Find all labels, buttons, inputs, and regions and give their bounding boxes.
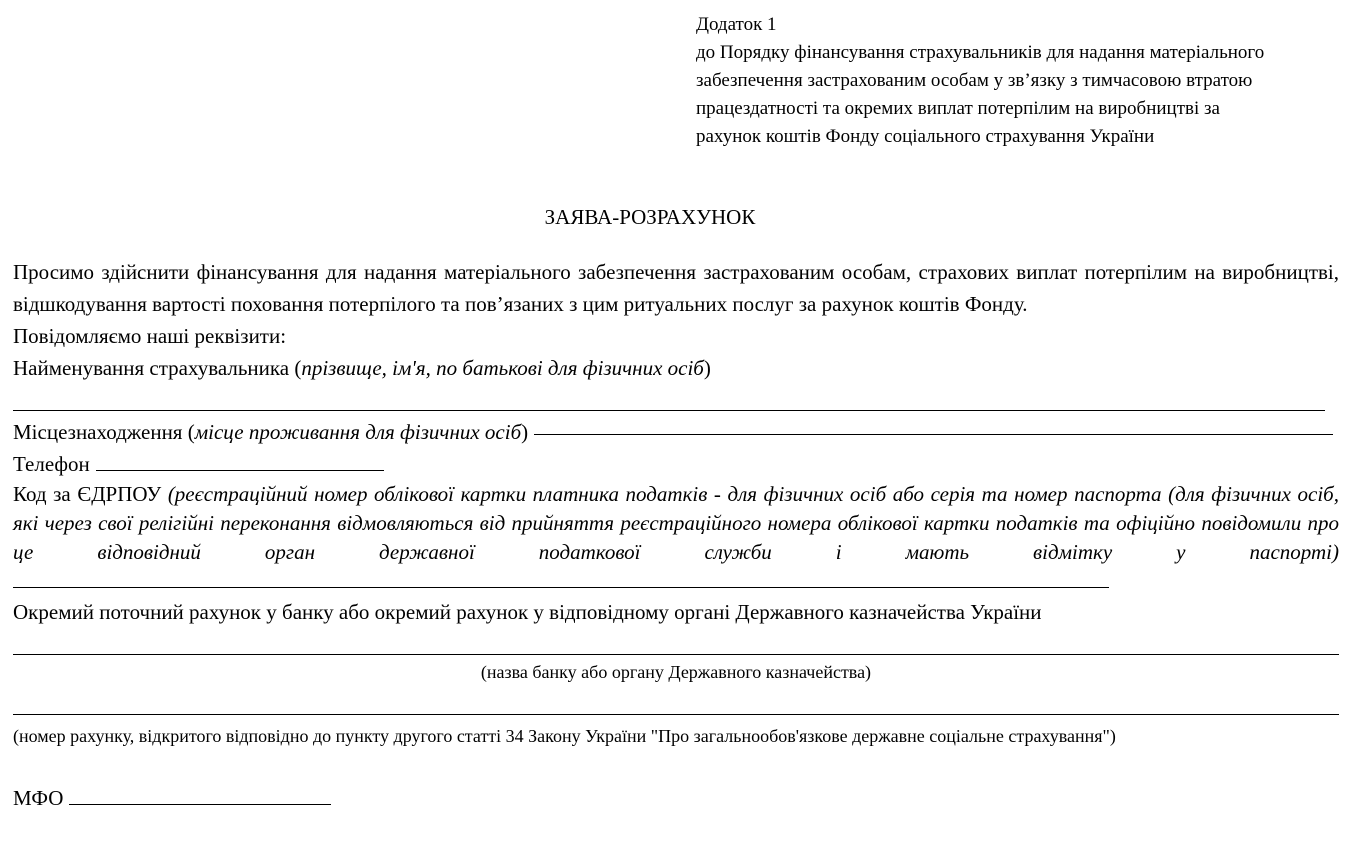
insurer-name-rule (13, 410, 1325, 411)
insurer-name-label (13, 352, 1339, 384)
document-title: ЗАЯВА-РОЗРАХУНОК (544, 205, 756, 229)
location-label: Місцезнаходження ( (13, 420, 195, 444)
appendix-line: до Порядку фінансування страхувальників для надання матеріального (696, 42, 1265, 63)
mfo-field[interactable] (69, 803, 331, 805)
edrpou-hint: (реєстраційний номер облікової картки платника податків - для фізичних осіб або серія та номер паспорта (для фізичних осіб, які через свої релігійні переконання відмовляються від прийняття реєстраційного номера облікової картки податків та офіційно повідомили про це відповідний орган державної податкової служби і мають відмітку у паспорті) (13, 482, 1339, 564)
appendix-line: працездатності та окремих виплат потерпілим на виробництві за (696, 98, 1220, 119)
phone-label: Телефон (13, 452, 90, 476)
account-number-rule (13, 714, 1339, 715)
bank-name-field[interactable] (13, 628, 1339, 660)
location-row (13, 416, 1339, 448)
intro-paragraph: Просимо здійснити фінансування для надання матеріального забезпечення застрахованим особам, страхових виплат потерпілим на виробництві, відшкодування вартості поховання потерпілого та пов’язаних з цим ритуальних послуг за рахунок коштів Фонду. (13, 260, 1339, 316)
mfo-label: МФО (13, 786, 64, 810)
insurer-name-label-text: Найменування страхувальника ( (13, 356, 302, 380)
appendix-header (696, 11, 1346, 151)
appendix-line: забезпечення застрахованим особам у зв’язку з тимчасовою втратою (696, 70, 1253, 91)
account-number-field[interactable] (13, 684, 1339, 720)
bank-name-rule (13, 654, 1339, 655)
appendix-line: рахунок коштів Фонду соціального страхування України (696, 126, 1155, 147)
insurer-name-hint: прізвище, ім'я, по батькові для фізичних осіб (301, 356, 704, 380)
phone-row (13, 448, 1339, 480)
edrpou-field[interactable] (13, 586, 1109, 588)
location-field[interactable] (534, 434, 1333, 435)
phone-field[interactable] (96, 469, 384, 471)
requisites-intro: Повідомляємо наші реквізити: (13, 324, 287, 348)
account-label: Окремий поточний рахунок у банку або окремий рахунок у відповідному органі Державного казначейства України (13, 600, 1042, 624)
location-hint: місце проживання для фізичних осіб (194, 420, 522, 444)
edrpou-label: Код за ЄДРПОУ (13, 482, 168, 506)
location-close: ) (521, 420, 529, 444)
appendix-line: Додаток 1 (696, 14, 777, 35)
edrpou-block (13, 480, 1339, 596)
insurer-name-field[interactable] (13, 384, 1325, 416)
form-body (13, 256, 1339, 814)
bank-name-caption: (назва банку або органу Державного казначейства) (480, 662, 872, 682)
account-number-caption: (номер рахунку, відкритого відповідно до пункту другого статті 34 Закону України "Про загальнообов'язкове державне соціальне страхування") (13, 726, 1116, 746)
mfo-row (13, 782, 1339, 814)
insurer-name-close: ) (703, 356, 711, 380)
